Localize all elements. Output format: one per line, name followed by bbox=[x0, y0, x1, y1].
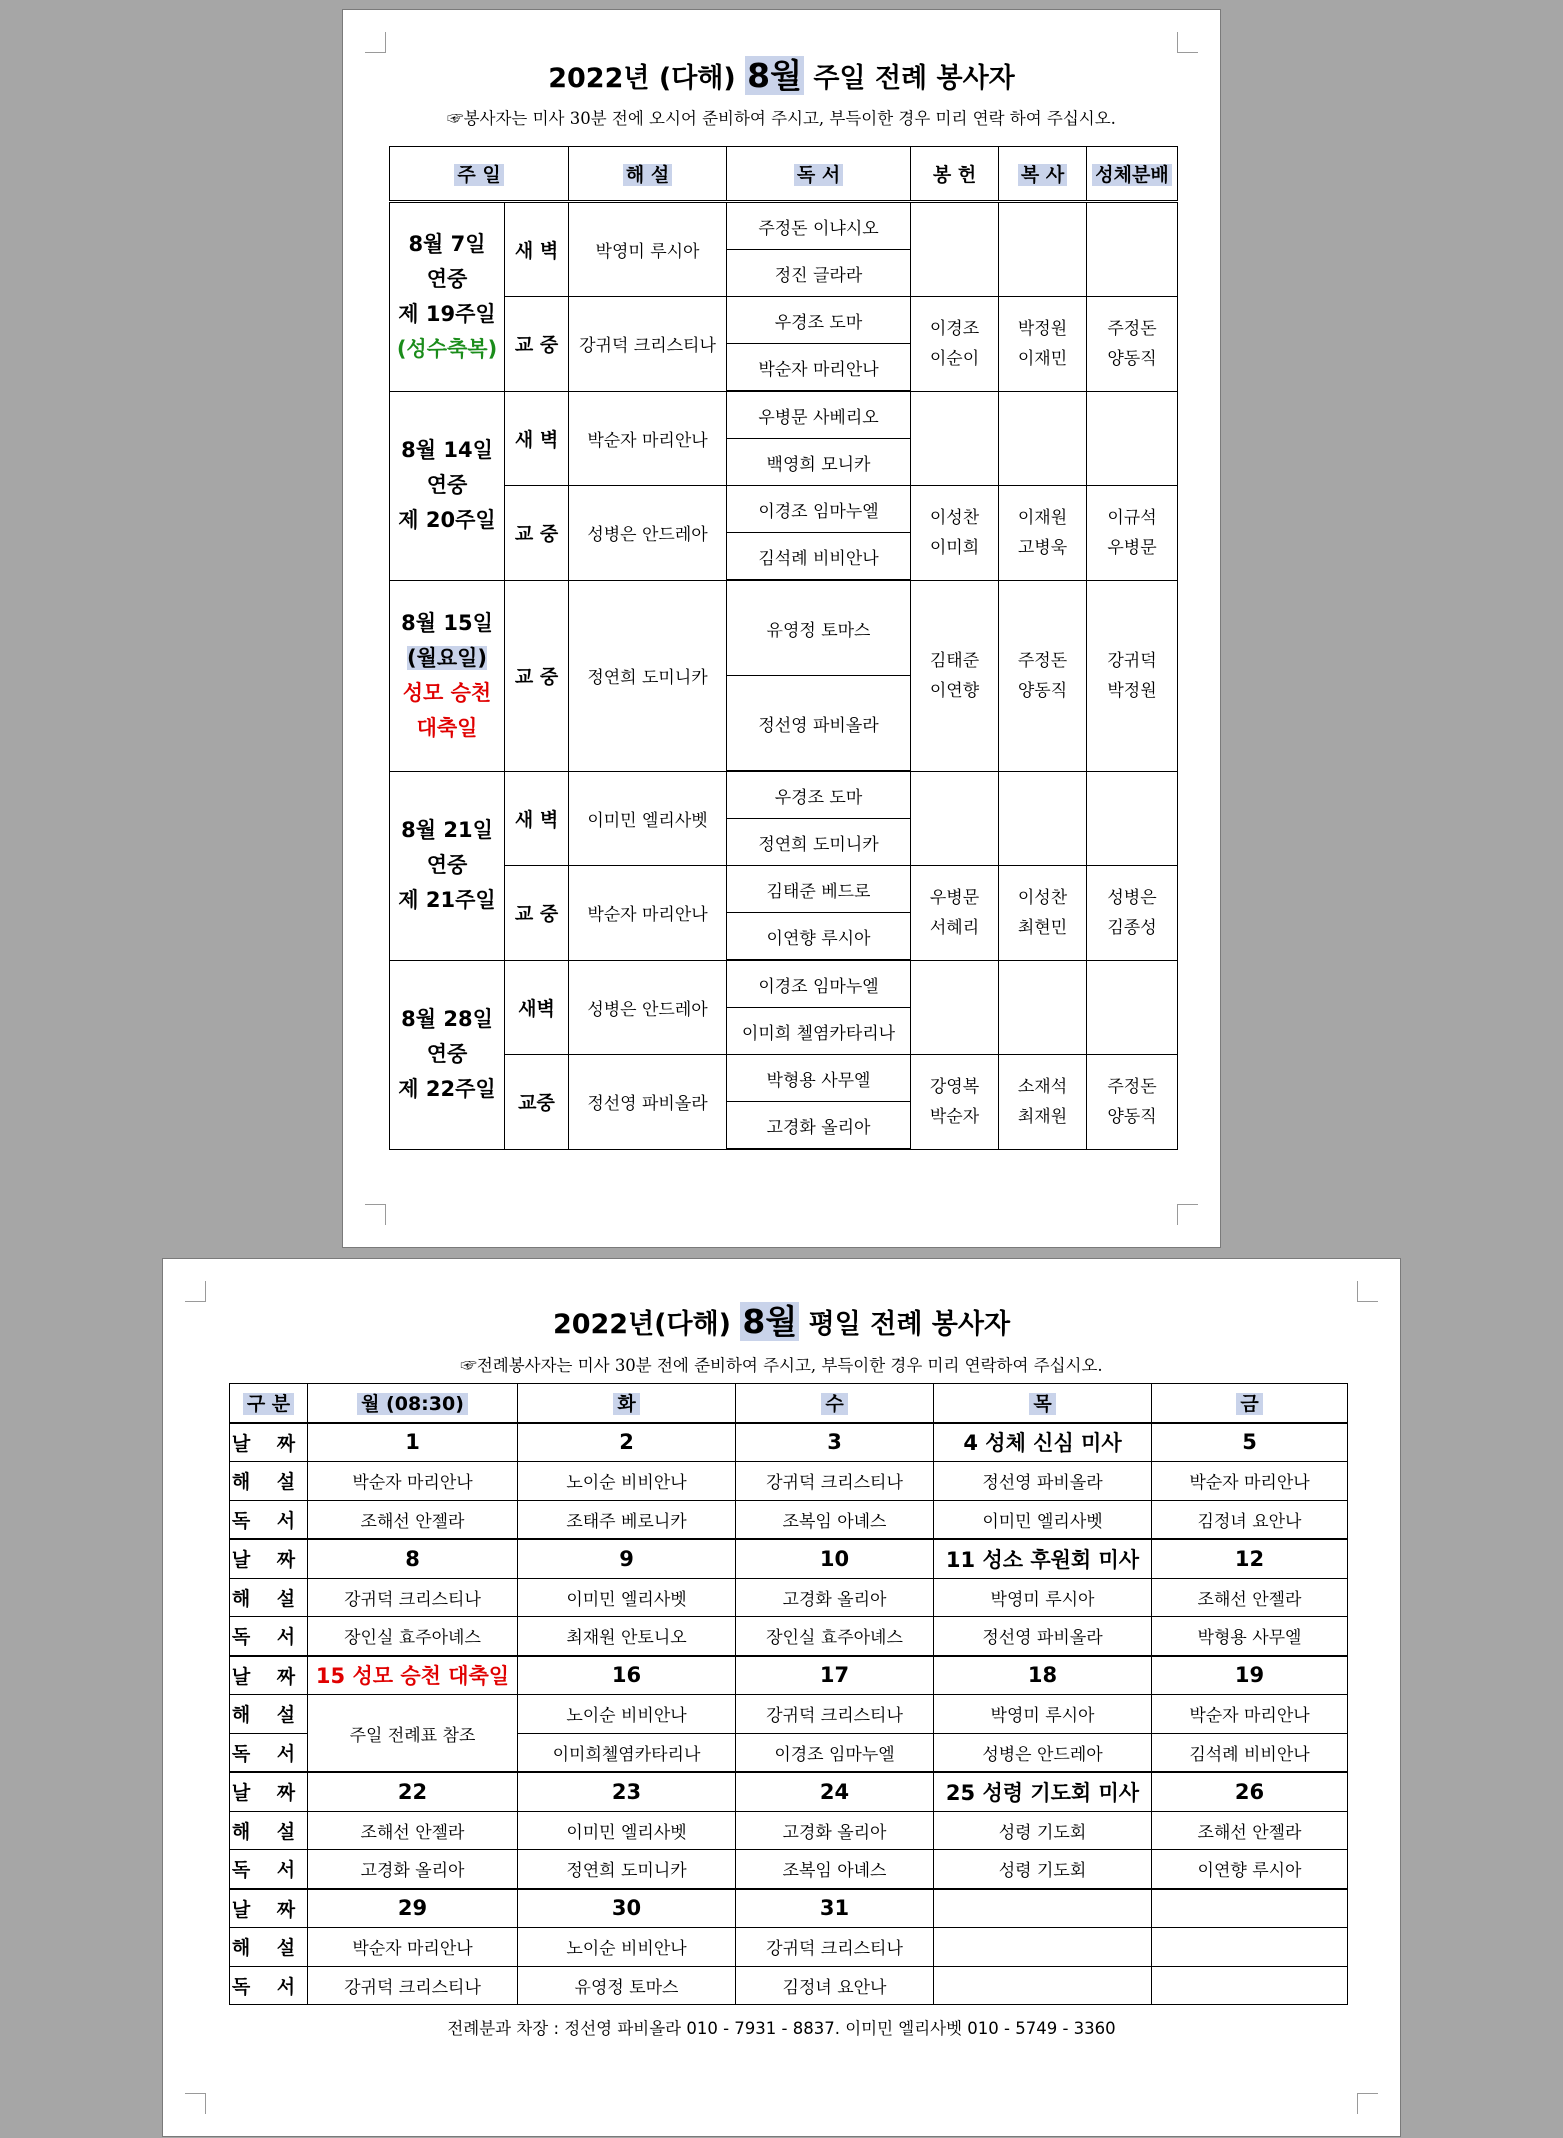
commentator-cell: 이미민 엘리사벳 bbox=[518, 1811, 736, 1850]
person-name: 김태준 bbox=[929, 650, 980, 671]
date-cell: 31 bbox=[736, 1889, 934, 1928]
reader: 정연희 도미니카 bbox=[727, 819, 911, 866]
person-name: 박정원 bbox=[1017, 318, 1068, 339]
header-reading: 독 서 bbox=[727, 147, 911, 202]
person-name: 주정돈 bbox=[1107, 318, 1157, 339]
row-label-date: 날 짜 bbox=[230, 1889, 308, 1928]
row-label-commentary: 해 설 bbox=[230, 1928, 308, 1967]
date-cell bbox=[1152, 1889, 1348, 1928]
date-cell: 3 bbox=[736, 1423, 934, 1462]
server bbox=[999, 771, 1087, 866]
server bbox=[999, 580, 1087, 771]
commentator-cell: 박순자 마리안나 bbox=[308, 1462, 518, 1501]
header-label: 화 bbox=[613, 1393, 639, 1415]
header-label: 목 bbox=[1029, 1393, 1055, 1415]
offering bbox=[911, 580, 999, 771]
reader: 이경조 임마누엘 bbox=[727, 486, 911, 533]
reading-row bbox=[230, 1500, 1348, 1539]
contact-footer: 전례분과 차장 : 정선영 파비올라 010 - 7931 - 8837. 이미민 엘리사벳 010 - 5749 - 3360 bbox=[447, 2019, 1116, 2038]
offering bbox=[911, 1055, 999, 1150]
offering bbox=[911, 297, 999, 392]
commentator: 박순자 마리안나 bbox=[569, 866, 727, 961]
offering bbox=[911, 486, 999, 581]
person-name: 주정돈 bbox=[1107, 1076, 1157, 1097]
reader: 김태준 베드로 bbox=[727, 866, 911, 913]
person-name: 최재원 bbox=[1017, 1106, 1068, 1127]
reader: 우병문 사베리오 bbox=[727, 391, 911, 439]
date-cell: 22 bbox=[308, 1772, 518, 1811]
date-cell: 2 bbox=[518, 1423, 736, 1462]
header-label: 구 분 bbox=[243, 1393, 294, 1415]
weekday-table bbox=[229, 1383, 1348, 2005]
date-cell: 23 bbox=[518, 1772, 736, 1811]
server bbox=[999, 202, 1087, 297]
reader: 우경조 도마 bbox=[727, 771, 911, 819]
row-label-reading: 독 서 bbox=[230, 1850, 308, 1889]
commentary-row bbox=[230, 1462, 1348, 1501]
date-cell: 18 bbox=[934, 1656, 1152, 1695]
reader-cell: 이미희첼염카타리나 bbox=[518, 1733, 736, 1772]
commentator-cell: 박영미 루시아 bbox=[934, 1695, 1152, 1734]
row-label-date: 날 짜 bbox=[230, 1656, 308, 1695]
header-label: 금 bbox=[1236, 1393, 1262, 1415]
reading-row bbox=[230, 1617, 1348, 1656]
date-cell: 1 bbox=[308, 1423, 518, 1462]
date-cell: 30 bbox=[518, 1889, 736, 1928]
date-cell: 4 성체 신심 미사 bbox=[934, 1423, 1152, 1462]
row-label-commentary: 해 설 bbox=[230, 1578, 308, 1617]
commentary-row bbox=[230, 1695, 1348, 1734]
mass-name: 교 중 bbox=[505, 486, 569, 581]
person-name: 이재민 bbox=[1017, 348, 1068, 369]
communion bbox=[1087, 202, 1178, 297]
commentator-cell bbox=[1152, 1928, 1348, 1967]
reader-cell: 장인실 효주아녜스 bbox=[736, 1617, 934, 1656]
server bbox=[999, 960, 1087, 1055]
date-cell: 8 bbox=[308, 1539, 518, 1578]
row-label-reading: 독 서 bbox=[230, 1500, 308, 1539]
title-suffix: 주일 전례 봉사자 bbox=[813, 63, 1015, 94]
person-name: 우병문 bbox=[1107, 537, 1157, 558]
commentator-cell: 노이순 비비안나 bbox=[518, 1928, 736, 1967]
reader-cell: 김정녀 요안나 bbox=[1152, 1500, 1348, 1539]
commentator: 정선영 파비올라 bbox=[569, 1055, 727, 1150]
person-name: 우병문 bbox=[929, 887, 980, 908]
person-name: 이순이 bbox=[929, 348, 980, 369]
reader-cell: 강귀덕 크리스티나 bbox=[308, 1966, 518, 2005]
date-cell: 25 성령 기도회 미사 bbox=[934, 1772, 1152, 1811]
server bbox=[999, 297, 1087, 392]
reader: 정선영 파비올라 bbox=[727, 676, 911, 772]
person-name: 주정돈 bbox=[1017, 650, 1068, 671]
header-sunday: 주 일 bbox=[390, 147, 569, 202]
row-label-reading: 독 서 bbox=[230, 1733, 308, 1772]
commentator-cell: 조해선 안젤라 bbox=[1152, 1578, 1348, 1617]
communion bbox=[1087, 1055, 1178, 1150]
mass-name: 새 벽 bbox=[505, 202, 569, 297]
header-row bbox=[230, 1384, 1348, 1423]
reader-cell: 김석례 비비안나 bbox=[1152, 1733, 1348, 1772]
row-label-date: 날 짜 bbox=[230, 1423, 308, 1462]
row-label-reading: 독 서 bbox=[230, 1966, 308, 2005]
header-day bbox=[934, 1384, 1152, 1423]
reader: 우경조 도마 bbox=[727, 297, 911, 344]
row-label-reading: 독 서 bbox=[230, 1617, 308, 1656]
commentator-cell: 강귀덕 크리스티나 bbox=[736, 1695, 934, 1734]
reader: 정진 글라라 bbox=[727, 250, 911, 297]
reader-cell: 장인실 효주아녜스 bbox=[308, 1617, 518, 1656]
sunday-note: ☞봉사자는 미사 30분 전에 오시어 준비하여 주시고, 부득이한 경우 미리 연락 하여 주십시오. bbox=[447, 109, 1116, 128]
weekday-title bbox=[163, 1296, 1400, 1343]
week-date-cell: 8월 7일 연중 제 19주일 (성수축복) bbox=[390, 202, 505, 392]
commentator: 박영미 루시아 bbox=[569, 202, 727, 297]
header-day bbox=[1152, 1384, 1348, 1423]
date-row bbox=[230, 1656, 1348, 1695]
date-cell: 10 bbox=[736, 1539, 934, 1578]
person-name: 양동직 bbox=[1107, 348, 1157, 369]
commentary-row bbox=[230, 1928, 1348, 1967]
offering bbox=[911, 202, 999, 297]
person-name: 이연향 bbox=[929, 680, 980, 701]
person-name: 성병은 bbox=[1107, 887, 1157, 908]
offering bbox=[911, 391, 999, 486]
title-month: 8월 bbox=[742, 1302, 798, 1341]
person-name: 양동직 bbox=[1107, 1106, 1157, 1127]
reader-cell: 최재원 안토니오 bbox=[518, 1617, 736, 1656]
offering bbox=[911, 866, 999, 961]
date-cell: 29 bbox=[308, 1889, 518, 1928]
person-name: 이경조 bbox=[929, 318, 980, 339]
header-commentary: 해 설 bbox=[569, 147, 727, 202]
week-date-cell: 8월 28일 연중 제 22주일 bbox=[390, 960, 505, 1149]
header-label: 수 bbox=[821, 1393, 847, 1415]
row-label-commentary: 해 설 bbox=[230, 1811, 308, 1850]
corner-mark bbox=[365, 1204, 386, 1225]
commentator: 성병은 안드레아 bbox=[569, 960, 727, 1055]
person-name: 강영복 bbox=[929, 1076, 980, 1097]
date-cell: 9 bbox=[518, 1539, 736, 1578]
date-cell bbox=[934, 1889, 1152, 1928]
reading-row bbox=[230, 1850, 1348, 1889]
reader: 박형용 사무엘 bbox=[727, 1055, 911, 1102]
sunday-title bbox=[343, 50, 1220, 97]
merged-note: 주일 전례표 참조 bbox=[308, 1695, 518, 1773]
reader: 박순자 마리안나 bbox=[727, 344, 911, 392]
corner-mark bbox=[1357, 2093, 1378, 2114]
commentator-cell: 조해선 안젤라 bbox=[1152, 1811, 1348, 1850]
person-name: 이미희 bbox=[929, 537, 980, 558]
reader: 이연향 루시아 bbox=[727, 913, 911, 961]
server bbox=[999, 866, 1087, 961]
date-row bbox=[230, 1889, 1348, 1928]
commentator-cell: 박순자 마리안나 bbox=[308, 1928, 518, 1967]
reader-cell: 조해선 안젤라 bbox=[308, 1500, 518, 1539]
header-label: 월 (08:30) bbox=[357, 1393, 468, 1415]
mass-name: 새 벽 bbox=[505, 391, 569, 486]
person-name: 양동직 bbox=[1017, 680, 1068, 701]
header-day bbox=[518, 1384, 736, 1423]
mass-name: 새 벽 bbox=[505, 771, 569, 866]
communion bbox=[1087, 486, 1178, 581]
communion bbox=[1087, 297, 1178, 392]
corner-mark bbox=[1177, 1204, 1198, 1225]
reader-cell: 정연희 도미니카 bbox=[518, 1850, 736, 1889]
reader-cell: 이경조 임마누엘 bbox=[736, 1733, 934, 1772]
commentator-cell: 강귀덕 크리스티나 bbox=[308, 1578, 518, 1617]
commentator-cell: 노이순 비비안나 bbox=[518, 1462, 736, 1501]
header-day bbox=[308, 1384, 518, 1423]
date-cell: 16 bbox=[518, 1656, 736, 1695]
week-date-cell: 8월 15일 (월요일) 성모 승천 대축일 bbox=[390, 580, 505, 771]
weekday-note: ☞전례봉사자는 미사 30분 전에 준비하여 주시고, 부득이한 경우 미리 연락하여 주십시오. bbox=[460, 1356, 1103, 1375]
mass-name: 교 중 bbox=[505, 866, 569, 961]
week-date-cell: 8월 14일 연중 제 20주일 bbox=[390, 391, 505, 580]
reader-cell: 박형용 사무엘 bbox=[1152, 1617, 1348, 1656]
commentary-row bbox=[230, 1811, 1348, 1850]
server bbox=[999, 1055, 1087, 1150]
header-category bbox=[230, 1384, 308, 1423]
reader-cell: 성령 기도회 bbox=[934, 1850, 1152, 1889]
header-day bbox=[736, 1384, 934, 1423]
sunday-schedule-page bbox=[342, 9, 1221, 1248]
date-cell: 5 bbox=[1152, 1423, 1348, 1462]
person-name: 서혜리 bbox=[929, 917, 980, 938]
reader-cell: 이연향 루시아 bbox=[1152, 1850, 1348, 1889]
commentator: 박순자 마리안나 bbox=[569, 391, 727, 486]
communion bbox=[1087, 866, 1178, 961]
commentator-cell: 강귀덕 크리스티나 bbox=[736, 1928, 934, 1967]
commentator: 이미민 엘리사벳 bbox=[569, 771, 727, 866]
corner-mark bbox=[185, 2093, 206, 2114]
reading-row bbox=[230, 1966, 1348, 2005]
communion bbox=[1087, 580, 1178, 771]
person-name: 소재석 bbox=[1017, 1076, 1068, 1097]
mass-name: 교 중 bbox=[505, 580, 569, 771]
commentator: 성병은 안드레아 bbox=[569, 486, 727, 581]
title-prefix: 2022년 (다해) bbox=[548, 63, 736, 94]
person-name: 이성찬 bbox=[1017, 887, 1068, 908]
person-name: 박순자 bbox=[929, 1106, 980, 1127]
communion bbox=[1087, 771, 1178, 866]
reader: 이미희 첼염카타리나 bbox=[727, 1008, 911, 1055]
commentary-row bbox=[230, 1578, 1348, 1617]
commentator-cell: 성령 기도회 bbox=[934, 1811, 1152, 1850]
person-name: 고병욱 bbox=[1017, 537, 1068, 558]
person-name: 박정원 bbox=[1107, 680, 1157, 701]
row-label-date: 날 짜 bbox=[230, 1539, 308, 1578]
commentator-cell: 강귀덕 크리스티나 bbox=[736, 1462, 934, 1501]
mass-name: 새벽 bbox=[505, 960, 569, 1055]
mass-name: 교중 bbox=[505, 1055, 569, 1150]
header-offering: 봉 헌 bbox=[911, 147, 999, 202]
reader-cell: 조태주 베로니카 bbox=[518, 1500, 736, 1539]
commentator-cell: 노이순 비비안나 bbox=[518, 1695, 736, 1734]
reader-cell: 정선영 파비올라 bbox=[934, 1617, 1152, 1656]
person-name: 김종성 bbox=[1107, 917, 1157, 938]
reader-cell bbox=[934, 1966, 1152, 2005]
reader-cell: 조복임 아녜스 bbox=[736, 1850, 934, 1889]
reader: 주정돈 이냐시오 bbox=[727, 202, 911, 250]
reader-cell: 고경화 올리아 bbox=[308, 1850, 518, 1889]
commentator-cell: 정선영 파비올라 bbox=[934, 1462, 1152, 1501]
reader-cell: 조복임 아녜스 bbox=[736, 1500, 934, 1539]
date-cell: 17 bbox=[736, 1656, 934, 1695]
row-label-commentary: 해 설 bbox=[230, 1462, 308, 1501]
commentator-cell: 박순자 마리안나 bbox=[1152, 1695, 1348, 1734]
date-cell: 26 bbox=[1152, 1772, 1348, 1811]
sunday-table bbox=[389, 146, 1178, 1150]
offering bbox=[911, 960, 999, 1055]
person-name: 이성찬 bbox=[929, 507, 980, 528]
date-row bbox=[230, 1539, 1348, 1578]
mass-name: 교 중 bbox=[505, 297, 569, 392]
reader: 유영정 토마스 bbox=[727, 580, 911, 676]
server bbox=[999, 391, 1087, 486]
date-row bbox=[230, 1423, 1348, 1462]
date-cell: 24 bbox=[736, 1772, 934, 1811]
reader-cell: 성병은 안드레아 bbox=[934, 1733, 1152, 1772]
date-row bbox=[230, 1772, 1348, 1811]
commentator-cell: 박영미 루시아 bbox=[934, 1578, 1152, 1617]
reader-cell: 이미민 엘리사벳 bbox=[934, 1500, 1152, 1539]
title-prefix: 2022년(다해) bbox=[552, 1309, 732, 1340]
commentator-cell bbox=[934, 1928, 1152, 1967]
date-cell: 15 성모 승천 대축일 bbox=[308, 1656, 518, 1695]
server bbox=[999, 486, 1087, 581]
reader: 이경조 임마누엘 bbox=[727, 960, 911, 1008]
offering bbox=[911, 771, 999, 866]
person-name: 이규석 bbox=[1107, 507, 1157, 528]
communion bbox=[1087, 960, 1178, 1055]
person-name: 이재원 bbox=[1017, 507, 1068, 528]
title-month: 8월 bbox=[747, 56, 802, 95]
header-communion: 성체분배 bbox=[1087, 147, 1178, 202]
commentator-cell: 고경화 올리아 bbox=[736, 1578, 934, 1617]
commentator-cell: 박순자 마리안나 bbox=[1152, 1462, 1348, 1501]
date-cell: 12 bbox=[1152, 1539, 1348, 1578]
title-suffix: 평일 전례 봉사자 bbox=[808, 1309, 1011, 1340]
commentator: 정연희 도미니카 bbox=[569, 580, 727, 771]
commentator-cell: 고경화 올리아 bbox=[736, 1811, 934, 1850]
row-label-date: 날 짜 bbox=[230, 1772, 308, 1811]
person-name: 강귀덕 bbox=[1107, 650, 1157, 671]
row-label-commentary: 해 설 bbox=[230, 1695, 308, 1734]
reader: 고경화 올리아 bbox=[727, 1102, 911, 1150]
weekday-schedule-page bbox=[162, 1258, 1401, 2137]
date-cell: 19 bbox=[1152, 1656, 1348, 1695]
communion bbox=[1087, 391, 1178, 486]
commentator-cell: 이미민 엘리사벳 bbox=[518, 1578, 736, 1617]
header-server: 복 사 bbox=[999, 147, 1087, 202]
reader-cell: 유영정 토마스 bbox=[518, 1966, 736, 2005]
reader: 김석례 비비안나 bbox=[727, 533, 911, 581]
reader: 백영희 모니카 bbox=[727, 439, 911, 486]
person-name: 최현민 bbox=[1017, 917, 1068, 938]
date-cell: 11 성소 후원회 미사 bbox=[934, 1539, 1152, 1578]
feast-label: (성수축복) bbox=[396, 336, 498, 361]
commentator: 강귀덕 크리스티나 bbox=[569, 297, 727, 392]
week-date-cell: 8월 21일 연중 제 21주일 bbox=[390, 771, 505, 960]
reader-cell bbox=[1152, 1966, 1348, 2005]
reader-cell: 김정녀 요안나 bbox=[736, 1966, 934, 2005]
commentator-cell: 조해선 안젤라 bbox=[308, 1811, 518, 1850]
